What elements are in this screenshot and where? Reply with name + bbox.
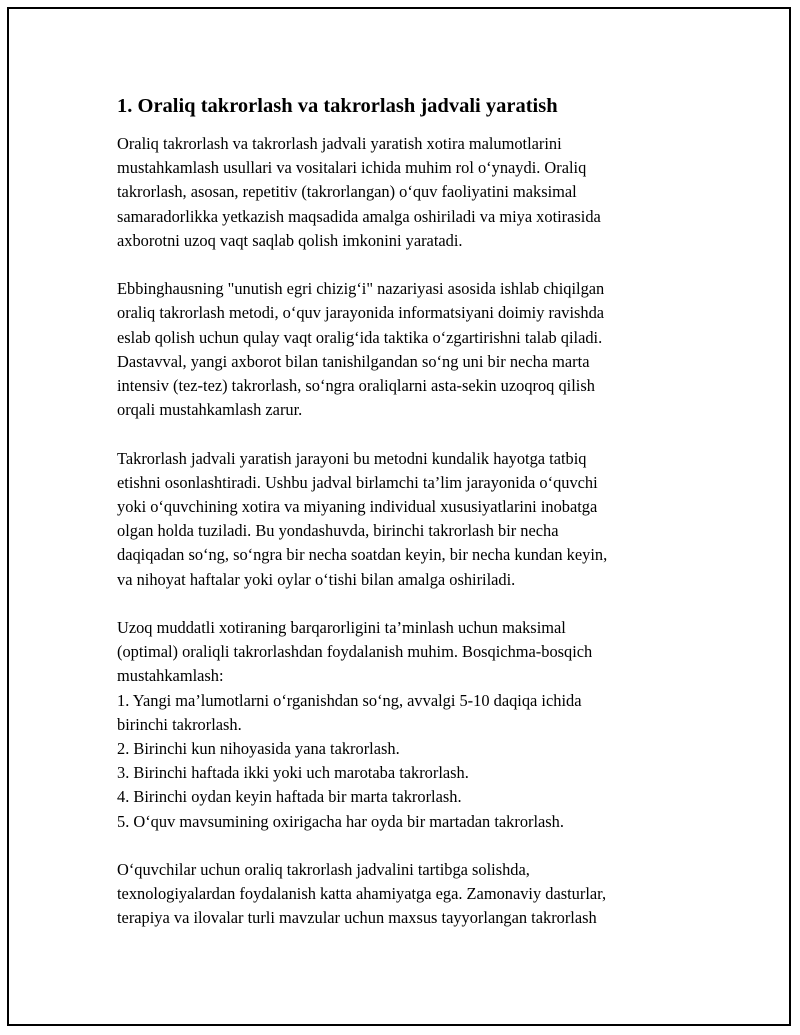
text-line: axborotni uzoq vaqt saqlab qolish imkonini yaratadi. [117,230,463,250]
text-line: eslab qolish uchun qulay vaqt oralig‘ida taktika o‘zgartirishni talab qiladi. [117,327,603,347]
text-line: 3. Birinchi haftada ikki yoki uch marotaba takrorlash. [117,763,469,783]
paragraph [117,277,677,422]
text-line: yoki o‘quvchining xotira va miyaning individual xususiyatlarini inobatga [117,497,598,517]
text-line: Takrorlash jadvali yaratish jarayoni bu metodni kundalik hayotga tatbiq [117,448,587,468]
paragraph [117,616,677,834]
text-line: intensiv (tez-tez) takrorlash, so‘ngra oraliqlarni asta-sekin uzoqroq qilish [117,376,595,396]
text-line: mustahkamlash usullari va vositalari ichida muhim rol o‘ynaydi. Oraliq [117,158,587,178]
text-line: birinchi takrorlash. [117,714,242,734]
text-line: oraliq takrorlash metodi, o‘quv jarayonida informatsiyani doimiy ravishda [117,303,605,323]
text-line: 4. Birinchi oydan keyin haftada bir marta takrorlash. [117,787,462,807]
text-line: 2. Birinchi kun nihoyasida yana takrorlash. [117,739,400,759]
text-line: Uzoq muddatli xotiraning barqarorligini ta’minlash uchun maksimal [117,618,566,638]
text-line: takrorlash, asosan, repetitiv (takrorlangan) o‘quv faoliyatini maksimal [117,182,577,202]
text-line: orqali mustahkamlash zarur. [117,400,303,420]
text-line: O‘quvchilar uchun oraliq takrorlash jadvalini tartibga solishda, [117,860,530,880]
paragraph [117,132,677,253]
paragraph [117,447,677,592]
text-line: olgan holda tuziladi. Bu yondashuvda, birinchi takrorlash bir necha [117,521,559,541]
text-line: terapiya va ilovalar turli mavzular uchun maxsus tayyorlangan takrorlash [117,908,597,928]
text-line: mustahkamlash: [117,666,224,686]
paragraphs-container [117,132,677,931]
text-line: Dastavval, yangi axborot bilan tanishilgandan so‘ng uni bir necha marta [117,351,590,371]
text-line: Ebbinghausning "unutish egri chizig‘i" nazariyasi asosida ishlab chiqilgan [117,279,605,299]
document-body [117,92,677,955]
text-line: 1. Yangi ma’lumotlarni o‘rganishdan so‘ng, avvalgi 5-10 daqiqa ichida [117,690,582,710]
text-line: etishni osonlashtiradi. Ushbu jadval birlamchi ta’lim jarayonida o‘quvchi [117,472,598,492]
section-heading: 1. Oraliq takrorlash va takrorlash jadvali yaratish [117,95,558,117]
paragraph [117,858,677,931]
text-line: (optimal) oraliqli takrorlashdan foydalanish muhim. Bosqichma-bosqich [117,642,593,662]
text-line: va nihoyat haftalar yoki oylar o‘tishi bilan amalga oshiriladi. [117,569,516,589]
text-line: daqiqadan so‘ng, so‘ngra bir necha soatdan keyin, bir necha kundan keyin, [117,545,608,565]
text-line: Oraliq takrorlash va takrorlash jadvali yaratish xotira malumotlarini [117,134,562,153]
text-line: samaradorlikka yetkazish maqsadida amalga oshiriladi va miya xotirasida [117,206,601,226]
text-line: texnologiyalardan foydalanish katta ahamiyatga ega. Zamonaviy dasturlar, [117,884,607,904]
text-line: 5. O‘quv mavsumining oxirigacha har oyda bir martadan takrorlash. [117,811,564,831]
